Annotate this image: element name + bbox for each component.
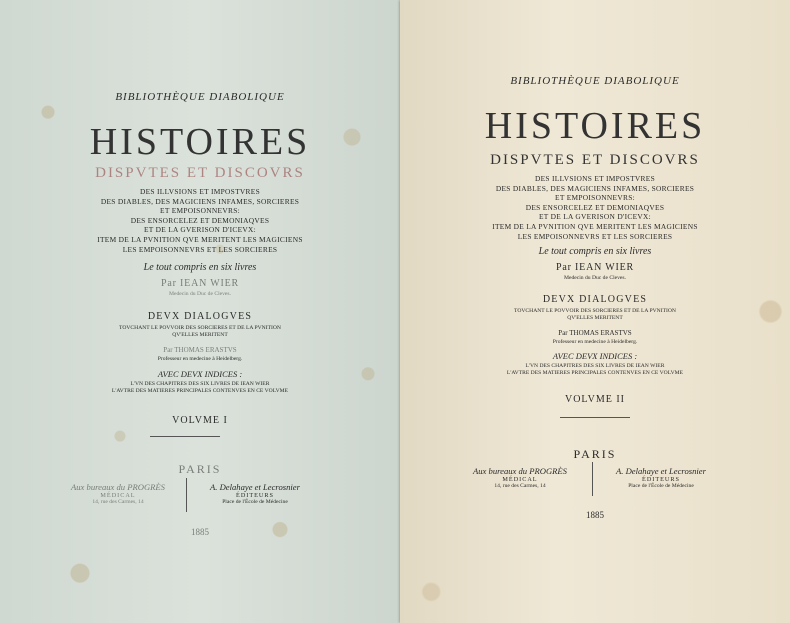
publisher-right-name: A. Delahaye et Lecrosnier xyxy=(616,466,706,476)
author-note: Medecin du Duc de Cleves. xyxy=(169,291,231,297)
description xyxy=(0,187,400,254)
description-line: ITEM DE LA PVNITION QVE MERITENT LES MAGICIENS xyxy=(492,221,698,231)
indices-heading: AVEC DEVX INDICES : xyxy=(157,369,243,379)
description-line: DES ILLVSIONS ET IMPOSTVRES xyxy=(139,187,260,196)
description-line: DES ENSORCELEZ ET DEMONIAQVES xyxy=(525,202,665,212)
publisher-left-name: Aux bureaux du PROGRÈS xyxy=(71,482,165,492)
dialogues-heading: DEVX DIALOGVES xyxy=(542,294,648,305)
publisher-left-address: 14, rue des Carmes, 14 xyxy=(494,483,546,489)
book-title: HISTOIRES xyxy=(89,121,311,163)
year: 1885 xyxy=(586,510,604,520)
description-line: DES DIABLES, DES MAGICIENS INFAMES, SORCIERES xyxy=(100,196,300,206)
description-line: ET DE LA GVERISON D'ICEVX: xyxy=(538,212,652,222)
indices-description xyxy=(0,381,400,395)
volume-label: VOLVME I xyxy=(172,415,228,426)
author: Par IEAN WIER xyxy=(556,262,634,273)
publisher-left xyxy=(48,482,188,505)
publisher-left xyxy=(450,466,590,489)
description-line: DES ILLVSIONS ET IMPOSTVRES xyxy=(534,174,655,183)
publisher-left-address: 14, rue des Carmes, 14 xyxy=(92,499,144,505)
description-line: LES EMPOISONNEVRS ET LES SORCIERES xyxy=(122,244,278,254)
publisher-left-sub: MÉDICAL xyxy=(502,476,538,483)
city: PARIS xyxy=(178,462,222,476)
dialogues-description-line: TOVCHANT LE POVVOIR DES SORCIERES ET DE LA PVNITION xyxy=(514,308,676,314)
publisher-right xyxy=(190,482,320,505)
dialogues-description-line: QV'ELLES MERITENT xyxy=(172,332,228,338)
divider xyxy=(560,417,630,418)
divider xyxy=(150,436,220,437)
publisher-right-sub: ÉDITEURS xyxy=(236,492,274,499)
publisher-divider xyxy=(592,462,593,496)
dialogues-heading: DEVX DIALOGVES xyxy=(147,311,253,322)
series-title: BIBLIOTHÈQUE DIABOLIQUE xyxy=(115,91,285,103)
indices-description-line: L'AVTRE DES MATIERES PRINCIPALES CONTENVES EN CE VOLVME xyxy=(111,388,289,394)
indices-description-line: L'VN DES CHAPITRES DES SIX LIVRES DE IEAN WIER xyxy=(130,381,270,387)
indices-description xyxy=(400,363,790,377)
indices-description-line: L'AVTRE DES MATIERES PRINCIPALES CONTENVES EN CE VOLVME xyxy=(506,370,684,376)
second-author: Par THOMAS ERASTVS xyxy=(163,346,237,354)
publisher-divider xyxy=(186,478,187,512)
year: 1885 xyxy=(191,527,209,537)
publisher-right-address: Place de l'École de Médecine xyxy=(628,483,694,489)
publisher-right-address: Place de l'École de Médecine xyxy=(222,499,288,505)
dialogues-description xyxy=(0,325,400,339)
second-author-note: Professeur en medecine à Heidelberg. xyxy=(552,339,638,345)
dialogues-description xyxy=(400,308,790,322)
description-line: LES EMPOISONNEVRS ET LES SORCIERES xyxy=(517,231,673,241)
publisher-right-sub: ÉDITEURS xyxy=(642,476,680,483)
description-line: ET DE LA GVERISON D'ICEVX: xyxy=(143,225,257,235)
author: Par IEAN WIER xyxy=(161,278,239,289)
publisher-right-name: A. Delahaye et Lecrosnier xyxy=(210,482,300,492)
indices-description-line: L'VN DES CHAPITRES DES SIX LIVRES DE IEAN WIER xyxy=(525,363,665,369)
book-subtitle: DISPVTES ET DISCOVRS xyxy=(95,165,305,181)
second-author: Par THOMAS ERASTVS xyxy=(558,329,632,337)
compris-line: Le tout compris en six livres xyxy=(538,246,652,257)
author-note: Medecin du Duc de Cleves. xyxy=(564,275,626,281)
description-line: DES ENSORCELEZ ET DEMONIAQVES xyxy=(130,215,270,225)
description-line: ET EMPOISONNEVRS: xyxy=(555,193,635,203)
publisher-left-name: Aux bureaux du PROGRÈS xyxy=(473,466,567,476)
indices-heading: AVEC DEVX INDICES : xyxy=(552,351,638,361)
description-line: ET EMPOISONNEVRS: xyxy=(160,206,240,216)
dialogues-description-line: QV'ELLES MERITENT xyxy=(567,315,623,321)
book-subtitle: DISPVTES ET DISCOVRS xyxy=(490,152,700,168)
publisher-right xyxy=(596,466,726,489)
book-title: HISTOIRES xyxy=(484,105,706,147)
volume-label: VOLVME II xyxy=(564,394,625,405)
publisher-left-sub: MÉDICAL xyxy=(100,492,136,499)
description-line: DES DIABLES, DES MAGICIENS INFAMES, SORCIERES xyxy=(495,183,695,193)
city: PARIS xyxy=(573,447,617,461)
dialogues-description-line: TOVCHANT LE POVVOIR DES SORCIERES ET DE LA PVNITION xyxy=(119,325,281,331)
book-cover-volume-2 xyxy=(400,0,790,623)
description xyxy=(400,174,790,241)
second-author-note: Professeur en medecine à Heidelberg. xyxy=(157,356,243,362)
compris-line: Le tout compris en six livres xyxy=(143,262,257,273)
description-line: ITEM DE LA PVNITION QVE MERITENT LES MAGICIENS xyxy=(97,234,303,244)
series-title: BIBLIOTHÈQUE DIABOLIQUE xyxy=(510,75,680,87)
